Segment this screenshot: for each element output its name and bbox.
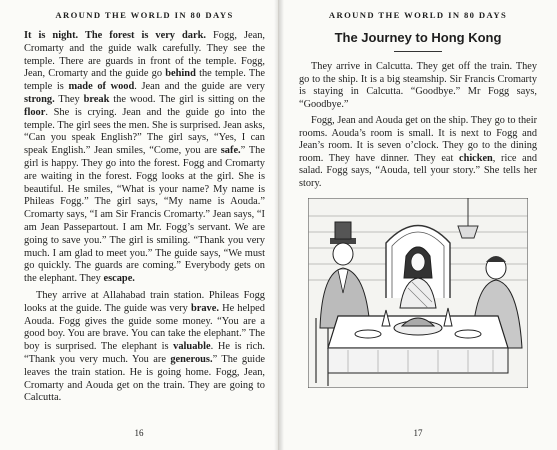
- bold-text-run: generous.: [170, 353, 213, 365]
- bold-text-run: strong.: [24, 93, 55, 105]
- text-run: , rice and salad. Fogg says, “Aouda, tell your story.” She tells her story.: [299, 152, 537, 189]
- left-page: [0, 0, 278, 450]
- bold-text-run: break: [83, 93, 110, 105]
- bold-text-run: brave.: [190, 302, 219, 314]
- text-run: the temple. The temple is: [24, 68, 266, 93]
- right-body-text: [299, 61, 537, 190]
- right-page: [279, 0, 557, 450]
- text-run: ” The girl is happy. They go into the forest. Fogg and Cromarty are waiting in the forest. Fogg looks at the girl. She is beautiful. He smiles, “What is your name? My name is Phileas Fogg.” The girl says, “My name is Aouda.” Cromarty says, “I am Sir Francis Cromarty.” Jean says, “I am Jean Passepartout. I am Mr. Fogg’s servant. We are going to save you.” The girl is smiling. “Thank you very much. I am glad to meet you.” The guide says, “We must go quickly. The guards are coming.” Everybody gets on the elephant. They: [24, 145, 265, 285]
- left-paragraph-2: [24, 290, 265, 405]
- text-run: They arrive in Calcutta. They get off the train. They go to the ship. It is a big steamship. Sir Francis Cromarty is staying in Calcutta. “Goodbye.” Mr Fogg says, “Goodbye.”: [299, 61, 537, 110]
- left-body-text: [24, 30, 265, 405]
- text-run: ” The guide leaves the train station. He is going home. Fogg, Jean, Cromarty and Aouda get on the train. They are going to Calcutta.: [24, 353, 266, 404]
- text-run: . She is crying. Jean and the guide go into the temple. The girl sees the men. She is surprised. Jean asks, “Can you speak English?” The girl says, “Yes, I can speak English.” Jean smiles, “Come, you are: [24, 106, 265, 157]
- bold-text-run: made of wood: [68, 81, 135, 93]
- running-head-left: AROUND THE WORLD IN 80 DAYS: [55, 10, 234, 20]
- bold-text-run: behind: [165, 68, 196, 80]
- running-head-right: AROUND THE WORLD IN 80 DAYS: [328, 10, 508, 20]
- bold-text-run: escape.: [103, 273, 135, 285]
- text-run: Fogg, Jean, Cromarty and the guide walk carefully. They see the temple. There are guards in front of the temple. Fogg, Jean, Cromarty and the guide go: [24, 30, 266, 80]
- text-run: . Jean and the guide are very: [134, 81, 266, 93]
- bold-text-run: valuable: [173, 341, 211, 353]
- text-run: Fogg, Jean and Aouda get on the ship. They go to their rooms. Aouda’s room is small. It is next to Fogg and Jean’s room. It is seven o’clock. They go to the dining room. They have dinner. They eat: [299, 115, 537, 164]
- page-number-right: 17: [413, 428, 423, 438]
- text-run: . He is rich. “Thank you very much. You are: [24, 341, 265, 365]
- chapter-title: The Journey to Hong Kong: [334, 30, 502, 45]
- text-run: the wood. The girl is sitting on the: [109, 93, 265, 105]
- left-paragraph-1: [24, 30, 265, 286]
- title-rule: [394, 51, 442, 52]
- dinner-illustration: [308, 198, 528, 388]
- book-gutter: [274, 0, 284, 450]
- text-run: They arrive at Allahabad train station. Phileas Fogg looks at the guide. The guide was very: [24, 289, 265, 314]
- text-run: They: [54, 93, 84, 105]
- right-paragraph-2: [299, 115, 537, 190]
- page-number-left: 16: [134, 428, 144, 438]
- bold-text-run: floor: [24, 106, 46, 118]
- text-run: He helped Aouda. Fogg gives the guide some money. “You are a good boy. You are brave. You can take the elephant.” The boy is surprised. The elephant is: [24, 302, 265, 353]
- bold-text-run: It is night. The forest is very dark.: [24, 30, 206, 41]
- bold-text-run: safe.: [220, 145, 241, 157]
- right-paragraph-1: [299, 61, 537, 111]
- bold-text-run: chicken: [459, 152, 493, 164]
